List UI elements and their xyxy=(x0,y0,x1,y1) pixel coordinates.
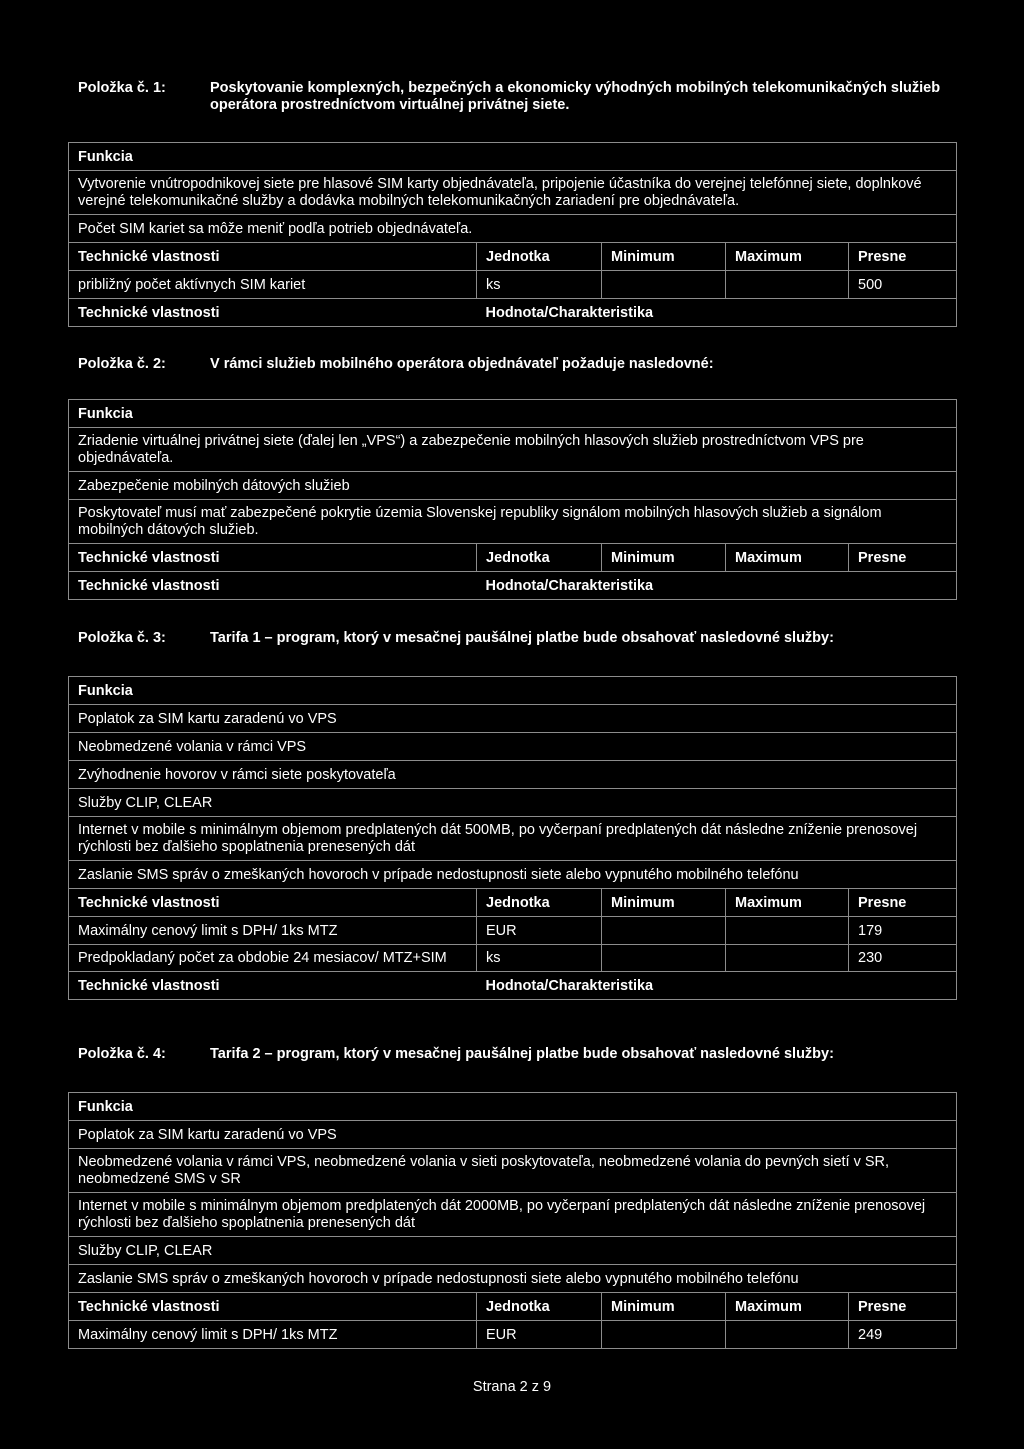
col-header-unit: Jednotka xyxy=(477,1293,602,1321)
col-header-exact: Presne xyxy=(849,243,957,271)
spec-exact: 179 xyxy=(849,917,957,945)
spec-min xyxy=(602,271,726,299)
function-text: Poplatok za SIM kartu zaradenú vo VPS xyxy=(69,705,957,733)
function-row xyxy=(69,1237,957,1265)
col-header-property: Technické vlastnosti xyxy=(69,889,477,917)
spec-header-row xyxy=(69,544,957,572)
item-number: Položka č. 2: xyxy=(78,356,166,372)
page-number: Strana 2 z 9 xyxy=(472,1379,552,1395)
function-label: Funkcia xyxy=(69,143,957,171)
function-text: Poskytovateľ musí mať zabezpečené pokrytie územia Slovenskej republiky signálom mobilných hlasových služieb a signálom mobilných dátových služieb. xyxy=(69,500,957,544)
function-row xyxy=(69,1265,957,1293)
item-number: Položka č. 4: xyxy=(78,1046,166,1062)
function-text: Počet SIM kariet sa môže meniť podľa potrieb objednávateľa. xyxy=(69,215,957,243)
col-header-min: Minimum xyxy=(602,544,726,572)
col-header-max: Maximum xyxy=(726,889,849,917)
spec-header-row xyxy=(69,1293,957,1321)
col-header-max: Maximum xyxy=(726,1293,849,1321)
function-row xyxy=(69,428,957,472)
col-header-property: Technické vlastnosti xyxy=(69,1293,477,1321)
spec-unit: EUR xyxy=(477,917,602,945)
spec-max xyxy=(726,271,849,299)
spec-min xyxy=(602,1321,726,1349)
function-text: Služby CLIP, CLEAR xyxy=(69,1237,957,1265)
function-text: Zaslanie SMS správ o zmeškaných hovoroch v prípade nedostupnosti siete alebo vypnutého mobilného telefónu xyxy=(69,861,957,889)
function-text: Neobmedzené volania v rámci VPS, neobmedzené volania v sieti poskytovateľa, neobmedzené volania do pevných sietí v SR, neobmedzené SMS v SR xyxy=(69,1149,957,1193)
col-header-max: Maximum xyxy=(726,544,849,572)
col-header-property: Technické vlastnosti xyxy=(69,544,477,572)
col-header-exact: Presne xyxy=(849,544,957,572)
function-row xyxy=(69,861,957,889)
function-row xyxy=(69,705,957,733)
spec-row xyxy=(69,945,957,972)
spec-table-1 xyxy=(68,142,957,327)
col-header-unit: Jednotka xyxy=(477,544,602,572)
function-row xyxy=(69,733,957,761)
function-header-row xyxy=(69,400,957,428)
function-text: Zabezpečenie mobilných dátových služieb xyxy=(69,472,957,500)
item-title: Poskytovanie komplexných, bezpečných a ekonomicky výhodných mobilných telekomunikačných služieb operátora prostredníctvom virtuálnej privátnej siete. xyxy=(210,80,941,113)
item-number: Položka č. 3: xyxy=(78,630,166,646)
function-row xyxy=(69,171,957,215)
spec-min xyxy=(602,917,726,945)
item-title: Tarifa 2 – program, ktorý v mesačnej paušálnej platbe bude obsahovať nasledovné služby: xyxy=(210,1046,834,1062)
function-header-row xyxy=(69,143,957,171)
col-header-unit: Jednotka xyxy=(477,243,602,271)
function-label: Funkcia xyxy=(69,1093,957,1121)
spec-exact: 249 xyxy=(849,1321,957,1349)
spec-row xyxy=(69,271,957,299)
col-header-min: Minimum xyxy=(602,1293,726,1321)
function-header-row xyxy=(69,677,957,705)
spec-min xyxy=(602,945,726,972)
value-header-row xyxy=(69,972,957,1000)
spec-table-4 xyxy=(68,1092,957,1349)
col-header-property: Technické vlastnosti xyxy=(69,243,477,271)
col-header-exact: Presne xyxy=(849,889,957,917)
spec-name: Predpokladaný počet za obdobie 24 mesiacov/ MTZ+SIM xyxy=(69,945,477,972)
function-text: Internet v mobile s minimálnym objemom predplatených dát 2000MB, po vyčerpaní predplatených dát následne zníženie prenosovej rýchlosti bez ďalšieho spoplatnenia prenesených dát xyxy=(69,1193,957,1237)
function-text: Služby CLIP, CLEAR xyxy=(69,789,957,817)
spec-row xyxy=(69,917,957,945)
col-header-max: Maximum xyxy=(726,243,849,271)
function-row xyxy=(69,215,957,243)
spec-unit: ks xyxy=(477,945,602,972)
col-header-min: Minimum xyxy=(602,889,726,917)
spec-exact: 230 xyxy=(849,945,957,972)
function-text: Internet v mobile s minimálnym objemom predplatených dát 500MB, po vyčerpaní predplatených dát následne zníženie prenosovej rýchlosti bez ďalšieho spoplatnenia prenesených dát xyxy=(69,817,957,861)
spec-name: približný počet aktívnych SIM kariet xyxy=(69,271,477,299)
spec-unit: EUR xyxy=(477,1321,602,1349)
function-text: Vytvorenie vnútropodnikovej siete pre hlasové SIM karty objednávateľa, pripojenie účastníka do verejnej telefónnej siete, doplnkové verejné telekomunikačné služby a dodávka mobilných telekomunikačných zariadení pre objednávateľa. xyxy=(69,171,957,215)
function-label: Funkcia xyxy=(69,677,957,705)
function-row xyxy=(69,817,957,861)
function-label: Funkcia xyxy=(69,400,957,428)
function-row xyxy=(69,1121,957,1149)
col-header-exact: Presne xyxy=(849,1293,957,1321)
function-row xyxy=(69,761,957,789)
function-text: Zriadenie virtuálnej privátnej siete (ďalej len „VPS“) a zabezpečenie mobilných hlasových služieb prostredníctvom VPS pre objednávateľa. xyxy=(69,428,957,472)
function-row xyxy=(69,472,957,500)
function-row xyxy=(69,1149,957,1193)
function-header-row xyxy=(69,1093,957,1121)
col-header-value: Hodnota/Charakteristika xyxy=(477,572,957,600)
spec-max xyxy=(726,1321,849,1349)
spec-name: Maximálny cenový limit s DPH/ 1ks MTZ xyxy=(69,917,477,945)
function-text: Neobmedzené volania v rámci VPS xyxy=(69,733,957,761)
col-header-property: Technické vlastnosti xyxy=(69,572,477,600)
spec-table-3 xyxy=(68,676,957,1000)
item-number: Položka č. 1: xyxy=(78,80,166,96)
spec-header-row xyxy=(69,889,957,917)
spec-exact: 500 xyxy=(849,271,957,299)
function-row xyxy=(69,1193,957,1237)
spec-unit: ks xyxy=(477,271,602,299)
value-header-row xyxy=(69,572,957,600)
spec-name: Maximálny cenový limit s DPH/ 1ks MTZ xyxy=(69,1321,477,1349)
col-header-value: Hodnota/Charakteristika xyxy=(477,972,957,1000)
col-header-property: Technické vlastnosti xyxy=(69,299,477,327)
spec-header-row xyxy=(69,243,957,271)
spec-table-2 xyxy=(68,399,957,600)
function-row xyxy=(69,500,957,544)
col-header-unit: Jednotka xyxy=(477,889,602,917)
spec-max xyxy=(726,917,849,945)
col-header-value: Hodnota/Charakteristika xyxy=(477,299,957,327)
function-text: Zaslanie SMS správ o zmeškaných hovoroch v prípade nedostupnosti siete alebo vypnutého mobilného telefónu xyxy=(69,1265,957,1293)
value-header-row xyxy=(69,299,957,327)
function-text: Zvýhodnenie hovorov v rámci siete poskytovateľa xyxy=(69,761,957,789)
item-title: Tarifa 1 – program, ktorý v mesačnej paušálnej platbe bude obsahovať nasledovné služby: xyxy=(210,630,834,646)
function-row xyxy=(69,789,957,817)
item-title: V rámci služieb mobilného operátora objednávateľ požaduje nasledovné: xyxy=(210,356,714,372)
spec-row xyxy=(69,1321,957,1349)
col-header-property: Technické vlastnosti xyxy=(69,972,477,1000)
spec-max xyxy=(726,945,849,972)
col-header-min: Minimum xyxy=(602,243,726,271)
function-text: Poplatok za SIM kartu zaradenú vo VPS xyxy=(69,1121,957,1149)
